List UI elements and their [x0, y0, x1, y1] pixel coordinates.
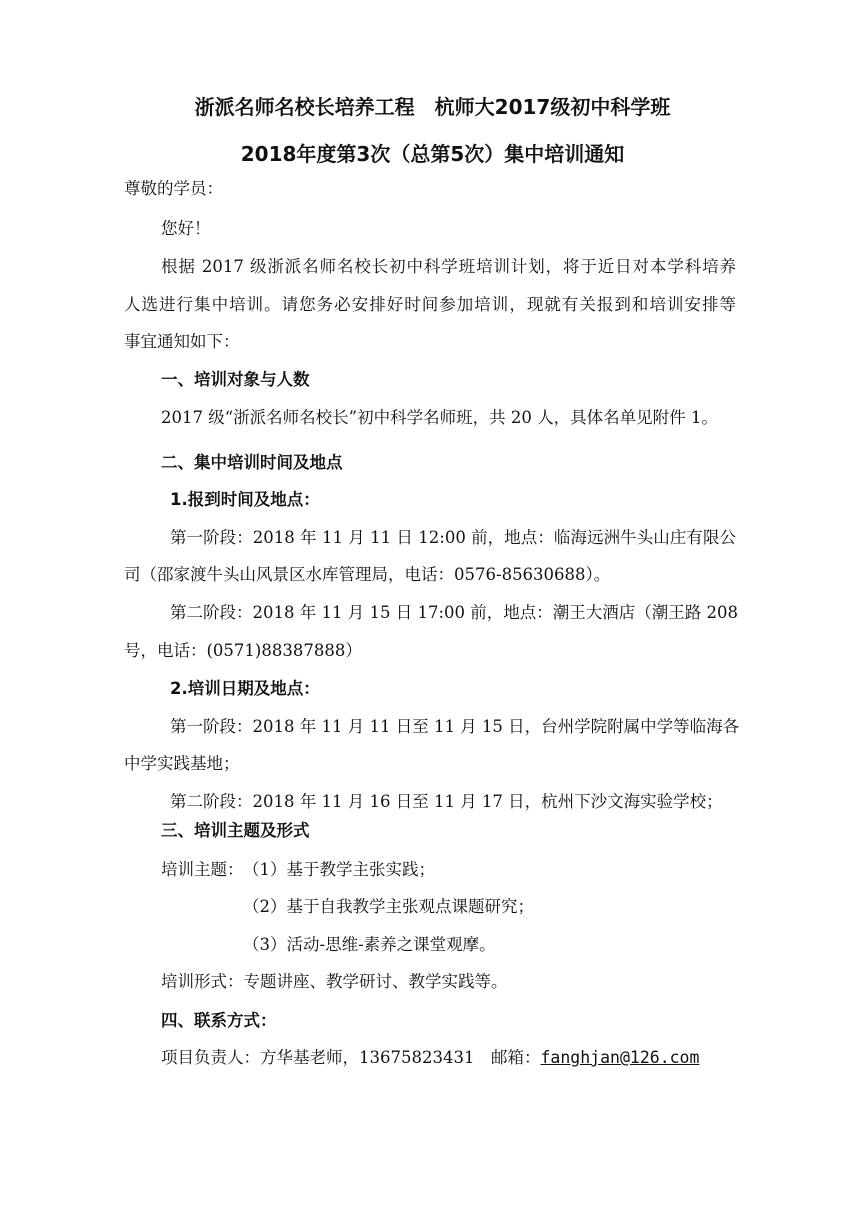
contact-text: 项目负责人：方华基老师，13675823431 邮箱： [161, 1048, 541, 1067]
training-stage-1-line-2: 中学实践基地； [124, 754, 240, 773]
theme-item-2: （2）基于自我教学主张观点课题研究； [243, 897, 534, 916]
section-2-sub-1-heading: 1.报到时间及地点： [170, 490, 320, 509]
section-2-heading: 二、集中培训时间及地点 [161, 453, 343, 472]
contact-line [161, 1047, 699, 1069]
section-3-heading: 三、培训主题及形式 [161, 821, 310, 840]
document-title-line-2: 2018年度第3次（总第5次）集中培训通知 [240, 142, 625, 166]
section-1-body: 2017 级“浙派名师名校长”初中科学名师班，共 20 人，具体名单见附件 1。 [161, 408, 718, 427]
checkin-stage-1-line-2: 司（邵家渡牛头山风景区水库管理局，电话：0576-85630688）。 [124, 565, 611, 584]
training-stage-2-line-1: 第二阶段：2018 年 11 月 16 日至 11 月 17 日，杭州下沙文海实验学校； [170, 792, 723, 811]
intro-line-2: 人选进行集中培训。请您务必安排好时间参加培训，现就有关报到和培训安排等 [124, 295, 736, 314]
document-title-line-1: 浙派名师名校长培养工程 杭师大2017级初中科学班 [194, 95, 671, 119]
theme-label: 培训主题： [161, 860, 244, 879]
section-4-heading: 四、联系方式： [161, 1011, 277, 1030]
checkin-stage-2-line-2: 号，电话：(0571)88387888） [124, 641, 362, 660]
section-1-heading: 一、培训对象与人数 [161, 370, 310, 389]
theme-item-3: （3）活动-思维-素养之课堂观摩。 [243, 935, 496, 954]
salutation: 尊敬的学员： [124, 179, 223, 198]
email-link[interactable]: fanghjan@126.com [540, 1048, 700, 1067]
section-2-sub-2-heading: 2.培训日期及地点： [170, 679, 320, 698]
intro-line-3: 事宜通知如下： [124, 332, 240, 351]
greeting: 您好！ [161, 219, 211, 238]
intro-line-1: 根据 2017 级浙派名师名校长初中科学班培训计划，将于近日对本学科培养 [161, 257, 736, 276]
training-stage-1-line-1: 第一阶段：2018 年 11 月 11 日至 11 月 15 日，台州学院附属中学等临海各 [170, 717, 740, 736]
checkin-stage-2-line-1: 第二阶段：2018 年 11 月 15 日 17:00 前，地点：潮王大酒店（潮王路 208 [170, 603, 738, 622]
checkin-stage-1-line-1: 第一阶段：2018 年 11 月 11 日 12:00 前，地点：临海远洲牛头山庄有限公 [170, 528, 736, 547]
theme-item-1: （1）基于教学主张实践； [243, 860, 435, 879]
training-form: 培训形式：专题讲座、教学研讨、教学实践等。 [161, 972, 508, 991]
